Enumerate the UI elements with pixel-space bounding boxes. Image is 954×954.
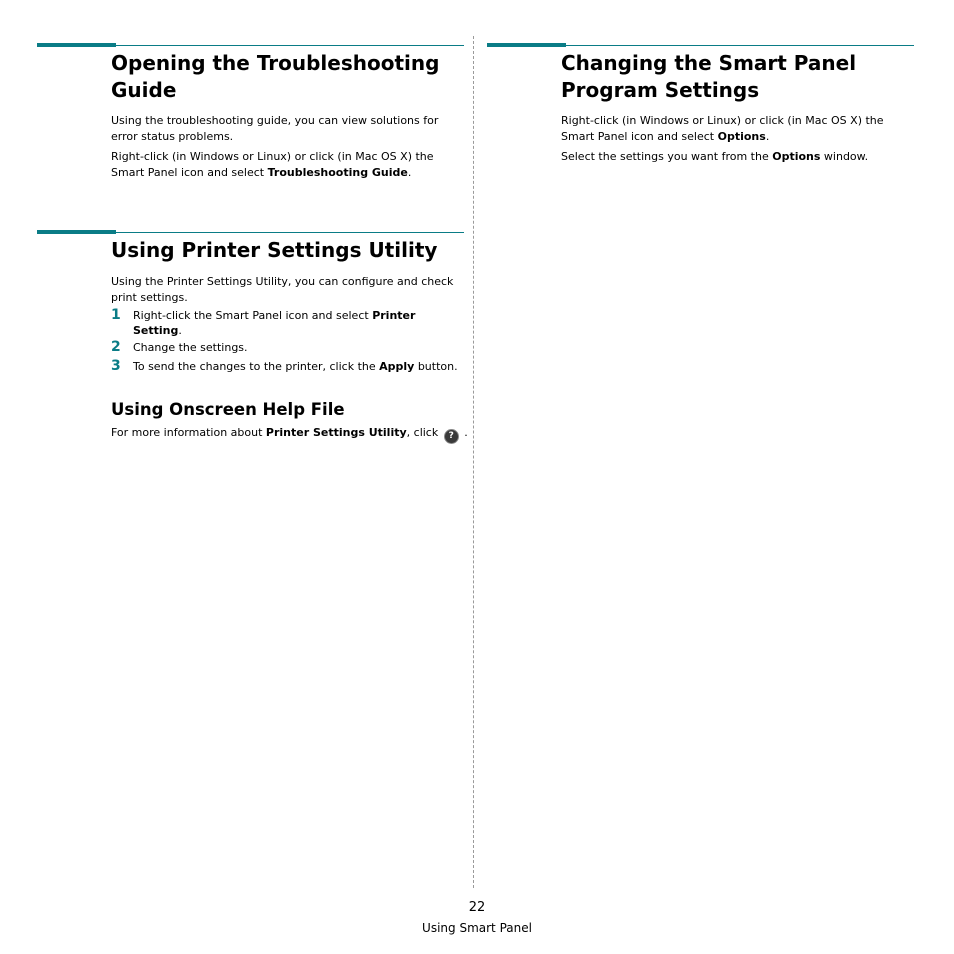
step-text-plain: To send the changes to the printer, click the (133, 360, 380, 373)
step-text-plain: Right-click the Smart Panel icon and select (133, 309, 373, 322)
heading-changing-smart-panel-program-settings (561, 50, 921, 104)
heading-line: Program Settings (561, 78, 760, 102)
heading-using-printer-settings-utility: Using Printer Settings Utility (111, 238, 438, 262)
paragraph (561, 113, 906, 145)
heading-line: Changing the Smart Panel (561, 51, 857, 75)
section-rule-accent (37, 230, 116, 234)
paragraph-text: . (765, 130, 770, 143)
paragraph (111, 425, 481, 444)
paragraph-text: Select the settings you want from the (561, 150, 773, 163)
step-number: 1 (111, 307, 121, 323)
step-text (133, 340, 463, 355)
step-number: 3 (111, 358, 121, 374)
section-rule-accent (487, 43, 566, 47)
paragraph-text: window. (820, 150, 869, 163)
bold-term: Printer Setting (133, 309, 416, 337)
bold-term: Options (772, 150, 821, 163)
step-text (133, 308, 453, 338)
paragraph-text: Using the troubleshooting guide, you can view solutions for error status problems. (111, 114, 439, 143)
column-divider (473, 36, 474, 888)
paragraph (111, 274, 466, 306)
bold-term: Troubleshooting Guide (267, 166, 408, 179)
page-number: 22 (468, 900, 486, 915)
paragraph-text: For more information about (111, 426, 266, 439)
section-rule-accent (37, 43, 116, 47)
paragraph-text: Right-click (in Windows or Linux) or click (in Mac OS X) the Smart Panel icon and select (561, 114, 884, 143)
paragraph-text: Right-click (in Windows or Linux) or click (in Mac OS X) the Smart Panel icon and select (111, 150, 434, 179)
step-text (133, 359, 473, 374)
step-text-plain: button. (414, 360, 458, 373)
heading-line: Opening the Troubleshooting (111, 51, 440, 75)
paragraph (561, 149, 906, 165)
heading-line: Guide (111, 78, 177, 102)
heading-opening-troubleshooting-guide (111, 50, 471, 104)
paragraph-text: . (407, 166, 412, 179)
paragraph-text: , click (406, 426, 439, 439)
bold-term: Apply (379, 360, 415, 373)
help-question-icon[interactable]: ? (444, 429, 459, 444)
paragraph-text: . (464, 426, 468, 439)
paragraph (111, 149, 456, 181)
step-text-plain: Change the settings. (133, 341, 248, 354)
step-text-plain: . (178, 324, 182, 337)
chapter-title: Using Smart Panel (422, 921, 532, 935)
paragraph-text: Using the Printer Settings Utility, you can configure and check print settings. (111, 275, 454, 304)
bold-term: Options (717, 130, 766, 143)
paragraph (111, 113, 456, 145)
heading-using-onscreen-help-file: Using Onscreen Help File (111, 400, 345, 419)
step-number: 2 (111, 339, 121, 355)
bold-term: Printer Settings Utility (265, 426, 407, 439)
